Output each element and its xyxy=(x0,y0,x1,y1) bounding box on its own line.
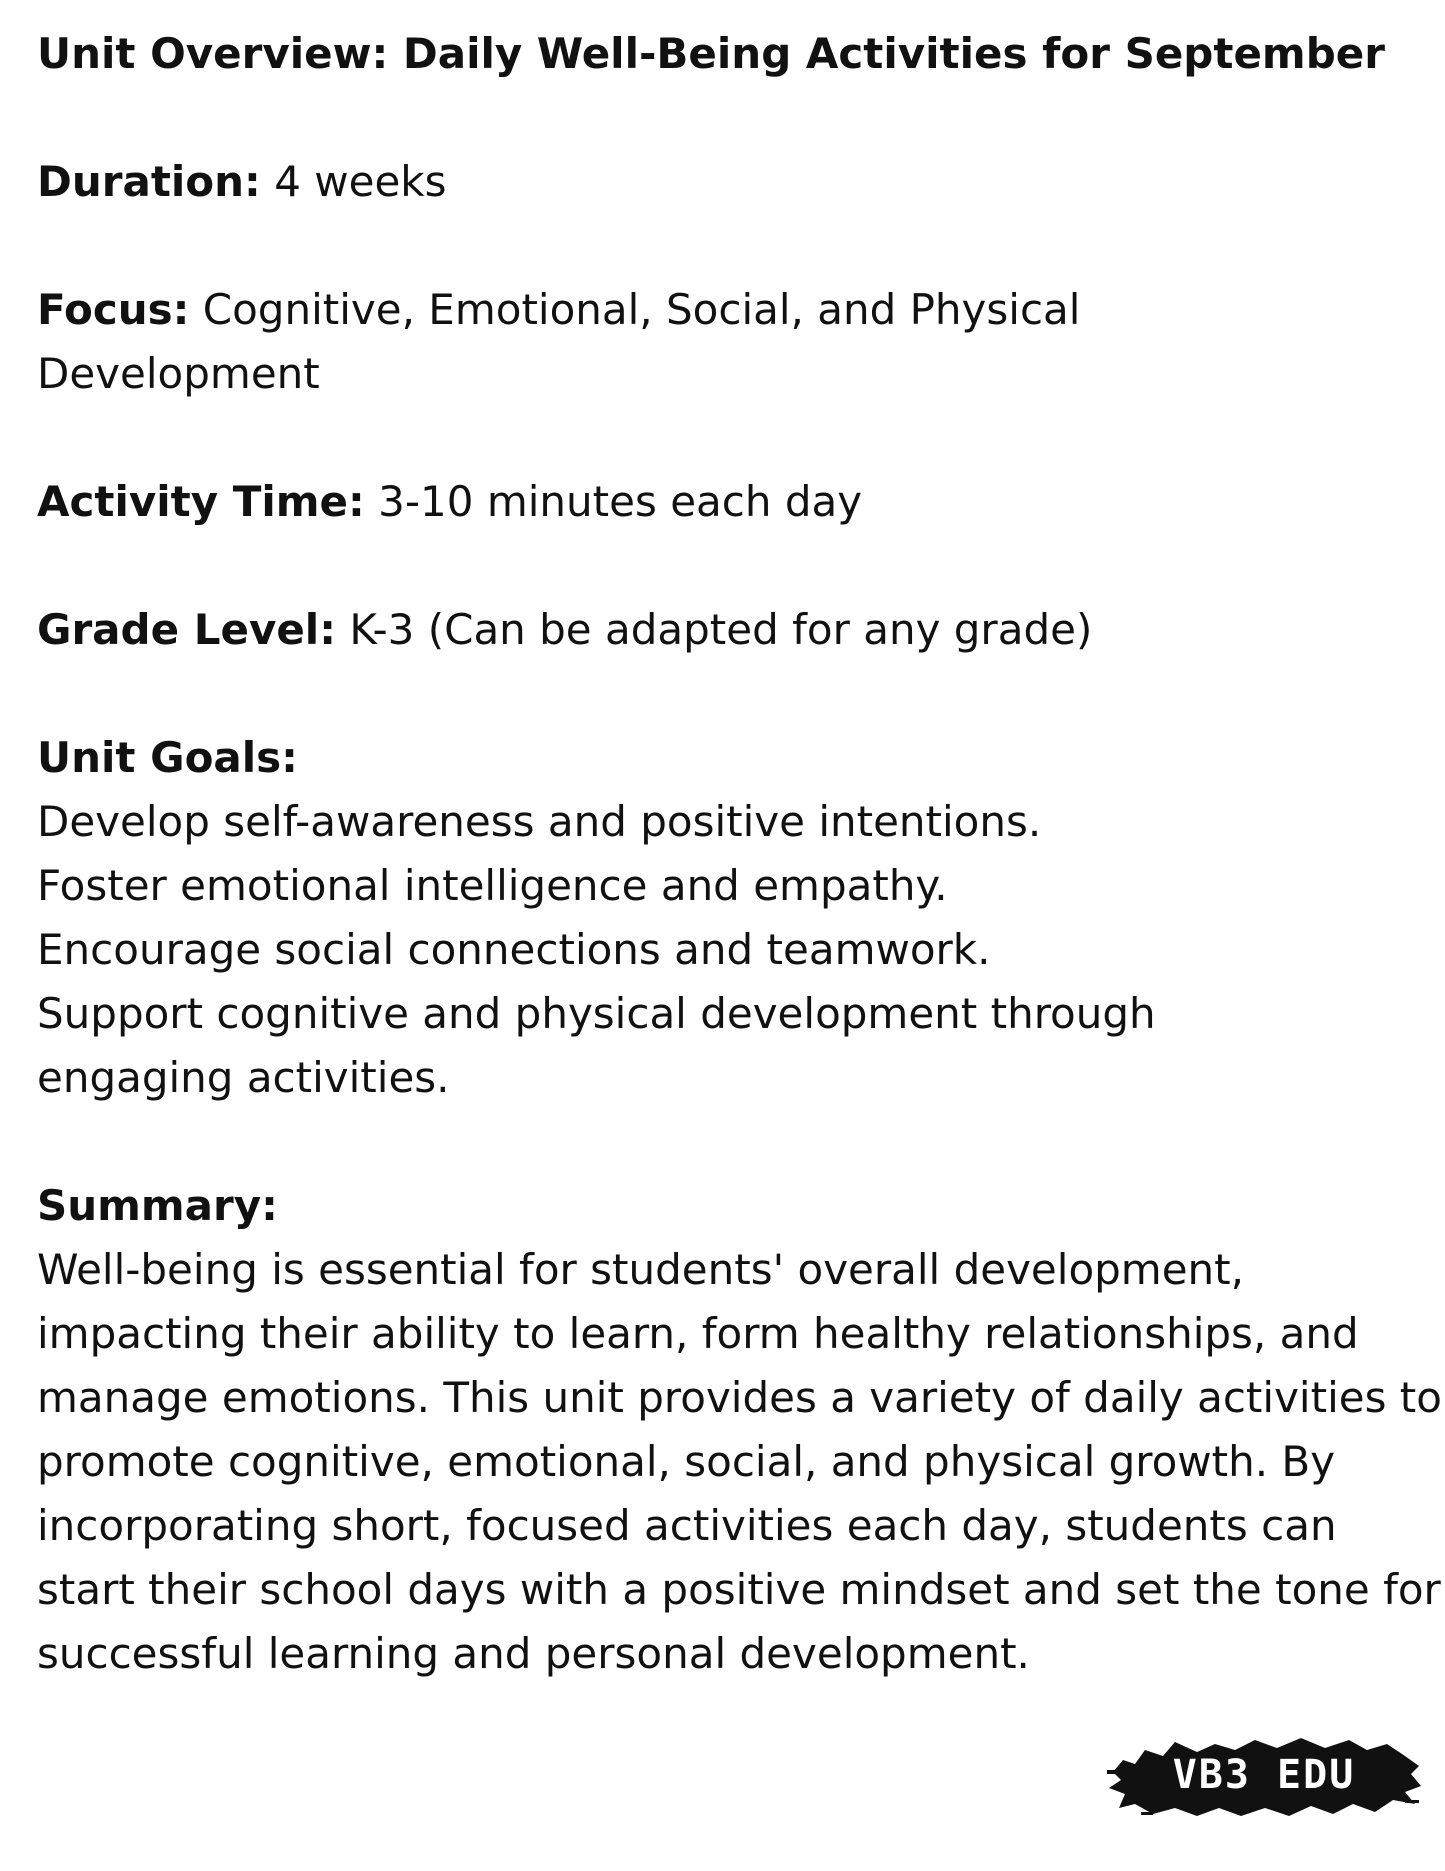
activity-time-field xyxy=(37,470,1432,534)
summary-heading: Summary: xyxy=(37,1181,278,1230)
goal-item: Foster emotional intelligence and empathy. xyxy=(37,861,948,910)
goal-item: Support cognitive and physical development through engaging activities. xyxy=(37,989,1156,1102)
spacer xyxy=(37,406,1432,470)
grade-level-field xyxy=(37,598,1432,662)
vb3-edu-logo xyxy=(1105,1730,1423,1820)
spacer xyxy=(37,1110,1432,1174)
goal-item: Encourage social connections and teamwork. xyxy=(37,925,991,974)
spacer xyxy=(37,662,1432,726)
activity-time-label: Activity Time: xyxy=(37,477,365,526)
spacer xyxy=(37,534,1432,598)
spacer xyxy=(37,86,1432,150)
document-title: Unit Overview: Daily Well-Being Activities for September xyxy=(37,29,1385,78)
focus-label: Focus: xyxy=(37,285,190,334)
summary-text: Well-being is essential for students' overall development, impacting their ability to learn, form healthy relationships, and manage emotions. This unit provides a variety of daily activities to promote cognitive, emotional, social, and physical growth. By incorporating short, focused activities each day, students can start their school days with a positive mindset and set the tone for successful learning and personal development. xyxy=(37,1245,1442,1678)
focus-field xyxy=(37,278,1187,406)
focus-value: Cognitive, Emotional, Social, and Physical Development xyxy=(37,285,1081,398)
activity-time-value: 3-10 minutes each day xyxy=(364,477,863,526)
unit-goals-heading: Unit Goals: xyxy=(37,733,298,782)
duration-value: 4 weeks xyxy=(260,157,447,206)
duration-label: Duration: xyxy=(37,157,261,206)
goal-item: Develop self-awareness and positive intentions. xyxy=(37,797,1042,846)
grade-level-label: Grade Level: xyxy=(37,605,337,654)
document-page xyxy=(37,22,1442,1686)
spacer xyxy=(37,214,1432,278)
duration-field xyxy=(37,150,1432,214)
logo-text: VB3 EDU xyxy=(1172,1752,1356,1798)
grade-level-value: K-3 (Can be adapted for any grade) xyxy=(336,605,1093,654)
